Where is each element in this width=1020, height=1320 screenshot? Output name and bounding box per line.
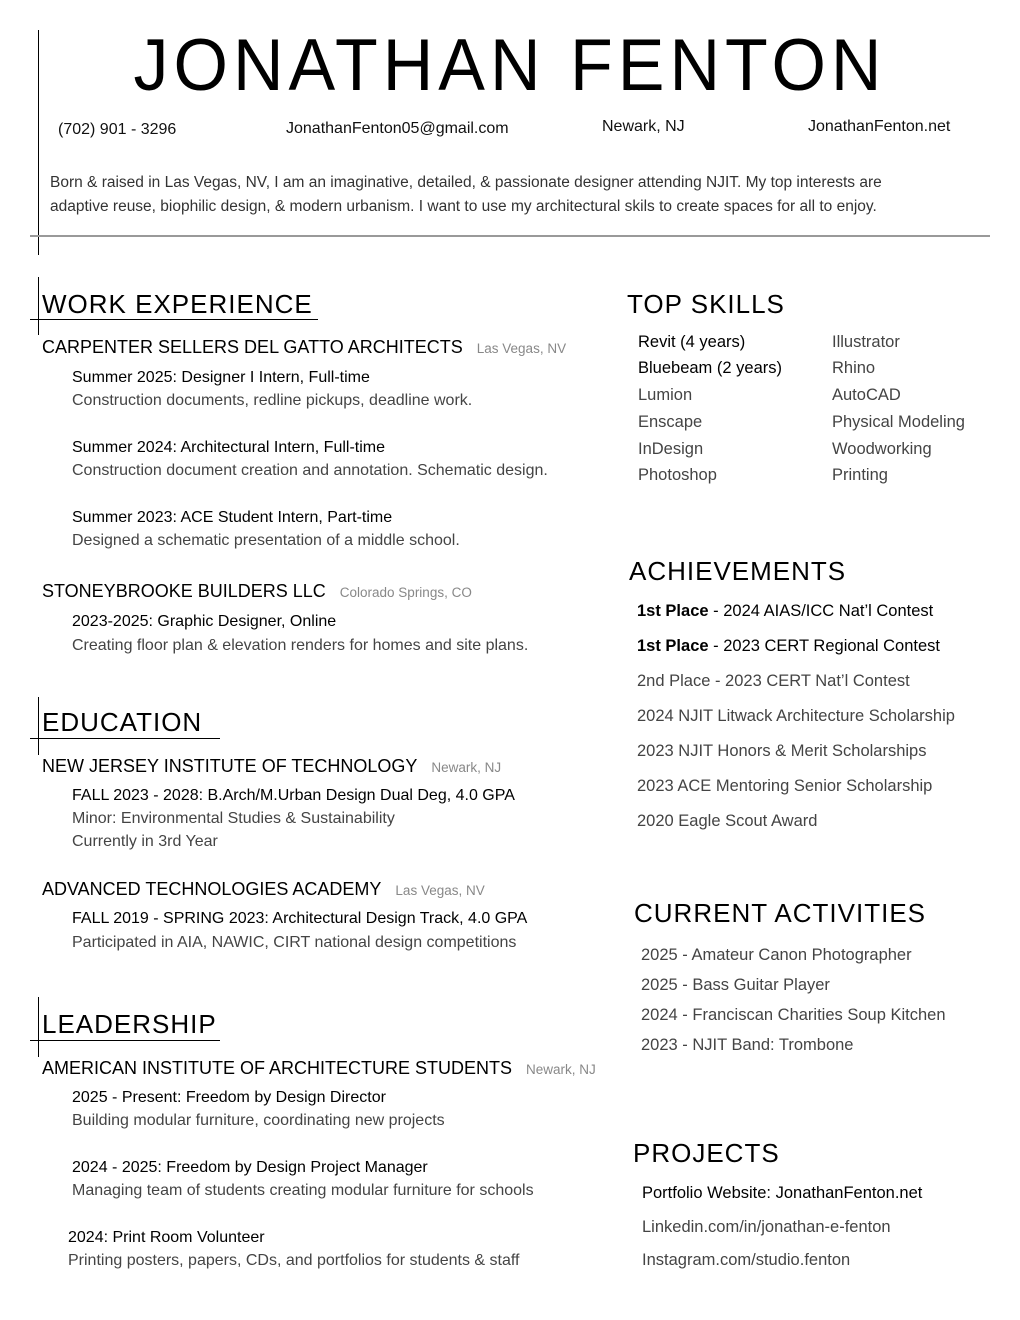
section-underline [30, 319, 318, 320]
skill-item: Photoshop [638, 466, 717, 484]
achievement-item: 2nd Place - 2023 CERT Nat’l Contest [637, 672, 910, 690]
role-title: Summer 2024: Architectural Intern, Full-time [72, 439, 386, 456]
role-title: Summer 2023: ACE Student Intern, Part-time [72, 509, 393, 526]
org-location: Newark, NJ [526, 1062, 596, 1077]
section-underline [30, 1040, 220, 1041]
email[interactable]: JonathanFenton05@gmail.com [286, 120, 509, 137]
achievement-item: 2023 ACE Mentoring Senior Scholarship [637, 777, 933, 795]
skill-item: Physical Modeling [832, 413, 965, 431]
achievement-item: 2024 NJIT Litwack Architecture Scholarship [637, 707, 955, 725]
org-name [42, 338, 566, 356]
role-desc: Construction document creation and annotation. Schematic design. [72, 462, 548, 479]
org-name [42, 582, 472, 600]
org-name [42, 1059, 596, 1077]
skill-item: Illustrator [832, 333, 900, 351]
section-marker [38, 697, 39, 755]
skill-item: AutoCAD [832, 386, 901, 404]
org-location: Colorado Springs, CO [339, 585, 472, 600]
edu-desc: Participated in AIA, NAWIC, CIRT national design competitions [72, 934, 517, 951]
project-link[interactable]: Linkedin.com/in/jonathan-e-fenton [642, 1218, 891, 1236]
skill-item: Bluebeam (2 years) [638, 359, 782, 377]
bio-line: adaptive reuse, biophilic design, & modern urbanism. I want to use my architectural skils to create spaces for all to enjoy. [50, 198, 877, 215]
org-name [42, 757, 501, 775]
activity-item: 2025 - Bass Guitar Player [641, 976, 830, 994]
header-divider [30, 235, 990, 237]
skill-item: InDesign [638, 440, 704, 458]
resume-name: JONATHAN FENTON [133, 24, 887, 106]
skill-item: Lumion [638, 386, 693, 404]
degree: FALL 2019 - SPRING 2023: Architectural Design Track, 4.0 GPA [72, 910, 528, 927]
org-location: Newark, NJ [431, 760, 502, 775]
org-location: Las Vegas, NV [476, 341, 567, 356]
role-desc: Managing team of students creating modular furniture for schools [72, 1182, 534, 1199]
role-title: 2023-2025: Graphic Designer, Online [72, 613, 337, 630]
role-desc: Creating floor plan & elevation renders for homes and site plans. [72, 637, 529, 654]
section-title-achievements: ACHIEVEMENTS [629, 556, 847, 586]
project-link[interactable]: Instagram.com/studio.fenton [642, 1251, 851, 1269]
org-title: ADVANCED TECHNOLOGIES ACADEMY [42, 879, 382, 899]
activity-item: 2024 - Franciscan Charities Soup Kitchen [641, 1006, 946, 1024]
role-desc: Construction documents, redline pickups, deadline work. [72, 392, 473, 409]
achievement-rank: 1st Place [637, 637, 709, 655]
activity-item: 2025 - Amateur Canon Photographer [641, 946, 912, 964]
phone: (702) 901 - 3296 [58, 121, 177, 138]
skill-item: Revit (4 years) [638, 333, 746, 351]
section-marker [38, 277, 39, 335]
section-title-activities: CURRENT ACTIVITIES [634, 898, 927, 928]
skill-item: Rhino [832, 359, 876, 377]
skill-item: Enscape [638, 413, 703, 431]
org-location: Las Vegas, NV [395, 883, 485, 898]
edu-desc: Minor: Environmental Studies & Sustainability [72, 810, 395, 827]
section-title-work: WORK EXPERIENCE [42, 289, 313, 319]
achievement-text: - 2023 CERT Regional Contest [708, 637, 940, 655]
achievement-item [637, 603, 933, 620]
achievement-text: - 2024 AIAS/ICC Nat’l Contest [708, 602, 934, 620]
section-underline [30, 738, 220, 739]
section-title-leadership: LEADERSHIP [42, 1009, 217, 1039]
location: Newark, NJ [602, 118, 685, 135]
org-title: STONEYBROOKE BUILDERS LLC [42, 581, 326, 601]
achievement-item [637, 638, 940, 655]
section-title-projects: PROJECTS [633, 1138, 780, 1168]
role-desc: Printing posters, papers, CDs, and portfolios for students & staff [68, 1252, 520, 1269]
org-title: CARPENTER SELLERS DEL GATTO ARCHITECTS [42, 337, 463, 357]
section-title-education: EDUCATION [42, 707, 203, 737]
achievement-rank: 1st Place [637, 602, 709, 620]
section-marker [38, 997, 39, 1057]
role-title: Summer 2025: Designer I Intern, Full-time [72, 369, 370, 386]
org-title: NEW JERSEY INSTITUTE OF TECHNOLOGY [42, 756, 418, 776]
degree: FALL 2023 - 2028: B.Arch/M.Urban Design Dual Deg, 4.0 GPA [72, 787, 515, 804]
role-title: 2024 - 2025: Freedom by Design Project Manager [72, 1159, 428, 1176]
bio-line: Born & raised in Las Vegas, NV, I am an imaginative, detailed, & passionate designer attending NJIT. My top interests are [50, 174, 882, 191]
role-desc: Building modular furniture, coordinating new projects [72, 1112, 445, 1129]
role-title: 2025 - Present: Freedom by Design Director [72, 1089, 386, 1106]
section-title-skills: TOP SKILLS [627, 289, 785, 319]
achievement-item: 2023 NJIT Honors & Merit Scholarships [637, 742, 927, 760]
achievement-item: 2020 Eagle Scout Award [637, 812, 818, 830]
website[interactable]: JonathanFenton.net [808, 118, 951, 135]
role-title: 2024: Print Room Volunteer [68, 1229, 265, 1246]
org-title: AMERICAN INSTITUTE OF ARCHITECTURE STUDENTS [42, 1058, 513, 1078]
org-name [42, 880, 485, 898]
activity-item: 2023 - NJIT Band: Trombone [641, 1036, 854, 1054]
skill-item: Printing [832, 466, 888, 484]
skill-item: Woodworking [832, 440, 932, 458]
edu-desc: Currently in 3rd Year [72, 833, 218, 850]
role-desc: Designed a schematic presentation of a middle school. [72, 532, 460, 549]
project-link[interactable]: Portfolio Website: JonathanFenton.net [642, 1184, 923, 1202]
